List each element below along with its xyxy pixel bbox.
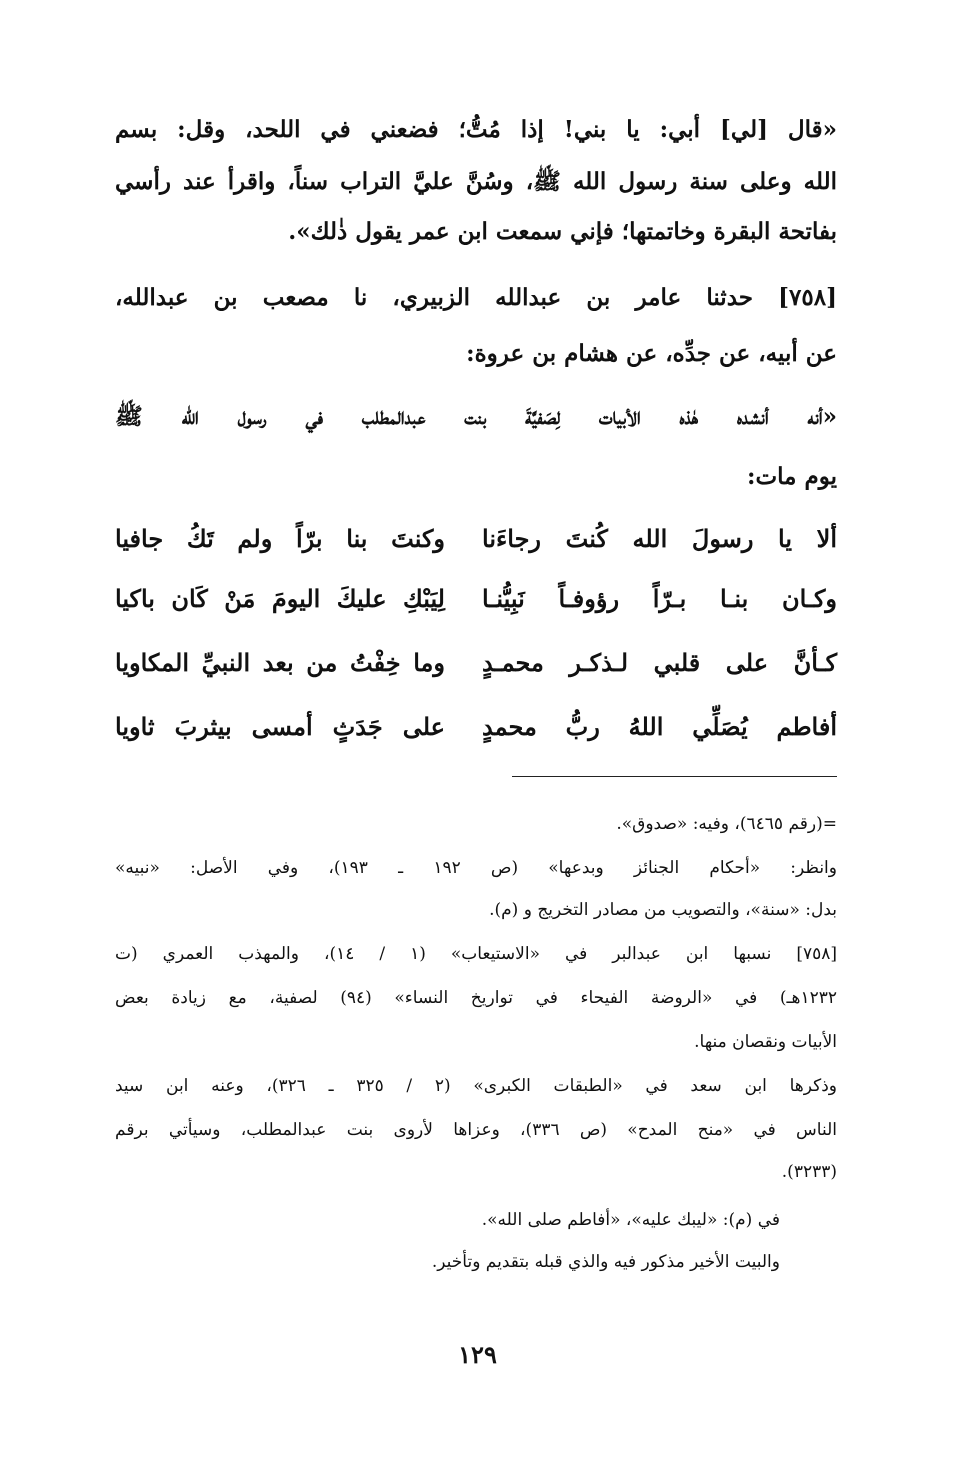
footnote-line: [٧٥٨] نسبها ابن عبدالبر في «الاستيعاب» (١ / ١٤)، والمهذب العمري (ت [115, 944, 838, 964]
page-number: ١٢٩ [458, 1340, 497, 1369]
footnote-line: والبيت الأخير مذكور فيه والذي قبله بتقديم وتأخير. [431, 1252, 780, 1272]
main-text-line: بفاتحة البقرة وخاتمتها؛ فإني سمعت ابن عمر يقول ذٰلك». [288, 218, 837, 245]
footnote-line: بدل: «سنة»، والتصويب من مصادر التخريج و (م). [489, 900, 837, 920]
footnote-line: =(رقم ٦٤٦٥)، وفيه: «صدوق». [616, 814, 837, 834]
footnote-line: الأبيات ونقصان منها. [694, 1032, 837, 1052]
main-text-line: الله وعلى سنة رسول الله ﷺ، وسُنَّ عليَّ التراب سناً، واقرأ عند رأسي [115, 168, 837, 195]
poem-verse [115, 712, 837, 756]
verse-first-hemistich: ألا يا رسولَ الله كُنتَ رجاءَنا [482, 524, 837, 553]
main-text-line: [٧٥٨] حدثنا عامر بن عبدالله الزبيري، نا مصعب بن عبدالله، [115, 284, 837, 311]
poem-verse [115, 648, 837, 692]
footnote-separator [512, 776, 837, 777]
verse-second-hemistich: وما خِفْتُ من بعد النبيِّ المكاويا [115, 648, 445, 677]
main-text-line: «قال [لي] أبي: يا بني! إذا مُتُّ؛ فضعني في اللحد، وقل: بسم [115, 116, 837, 143]
footnote-line: وذكرها ابن سعد في «الطبقات الكبرى» (٢ / ٣٢٥ ـ ٣٢٦)، وعنه ابن سيد [115, 1076, 837, 1096]
poem-verse [115, 584, 837, 628]
footnote-line: (٣٢٣٣). [781, 1162, 837, 1182]
main-text-line: «أنه أنشده هٰذه الأبيات لِصَفيَّةَ بنت عبدالمطلب في رسول الله ﷺ [115, 403, 837, 430]
main-text-line: عن أبيه، عن جدِّه، عن هشام بن عروة: [466, 340, 837, 367]
footnote-line: الناس في «منح المدح» (ص ٣٣٦)، وعزاها لأروى بنت عبدالمطلب، وسيأتي برقم [115, 1120, 838, 1140]
main-text-line: يوم مات: [746, 463, 837, 490]
footnote-line: ١٢٣٢هـ) في «الروضة الفيحاء في تواريخ النساء» (٩٤) لصفية، مع زيادة بعض [115, 988, 837, 1008]
verse-first-hemistich: أفاطم يُصَلِّي اللهُ ربُّ محمدٍ [482, 712, 837, 741]
verse-second-hemistich: على جَدَثٍ أمسى بيثربَ ثاويا [115, 712, 445, 741]
poem-verse [115, 524, 837, 568]
verse-second-hemistich: لِيَبْكِ عليكَ اليومَ مَنْ كَان باكيا [115, 584, 445, 613]
verse-second-hemistich: وكنتَ بنا برّاً ولم تَكُ جافيا [115, 524, 445, 553]
footnote-line: وانظر: «أحكام الجنائز وبدعها» (ص ١٩٢ ـ ١٩٣)، وفي الأصل: «نبيه» [115, 858, 837, 878]
verse-first-hemistich: وكـان بنـا بـرّاً رؤوفـاً نَبِيُّنـا [482, 584, 837, 613]
footnote-line: في (م): «ليبك عليه»، «أفاطم صلى الله». [481, 1210, 780, 1230]
verse-first-hemistich: كـأنَّ على قلبي لـذكـر محمـدٍ [482, 648, 837, 677]
